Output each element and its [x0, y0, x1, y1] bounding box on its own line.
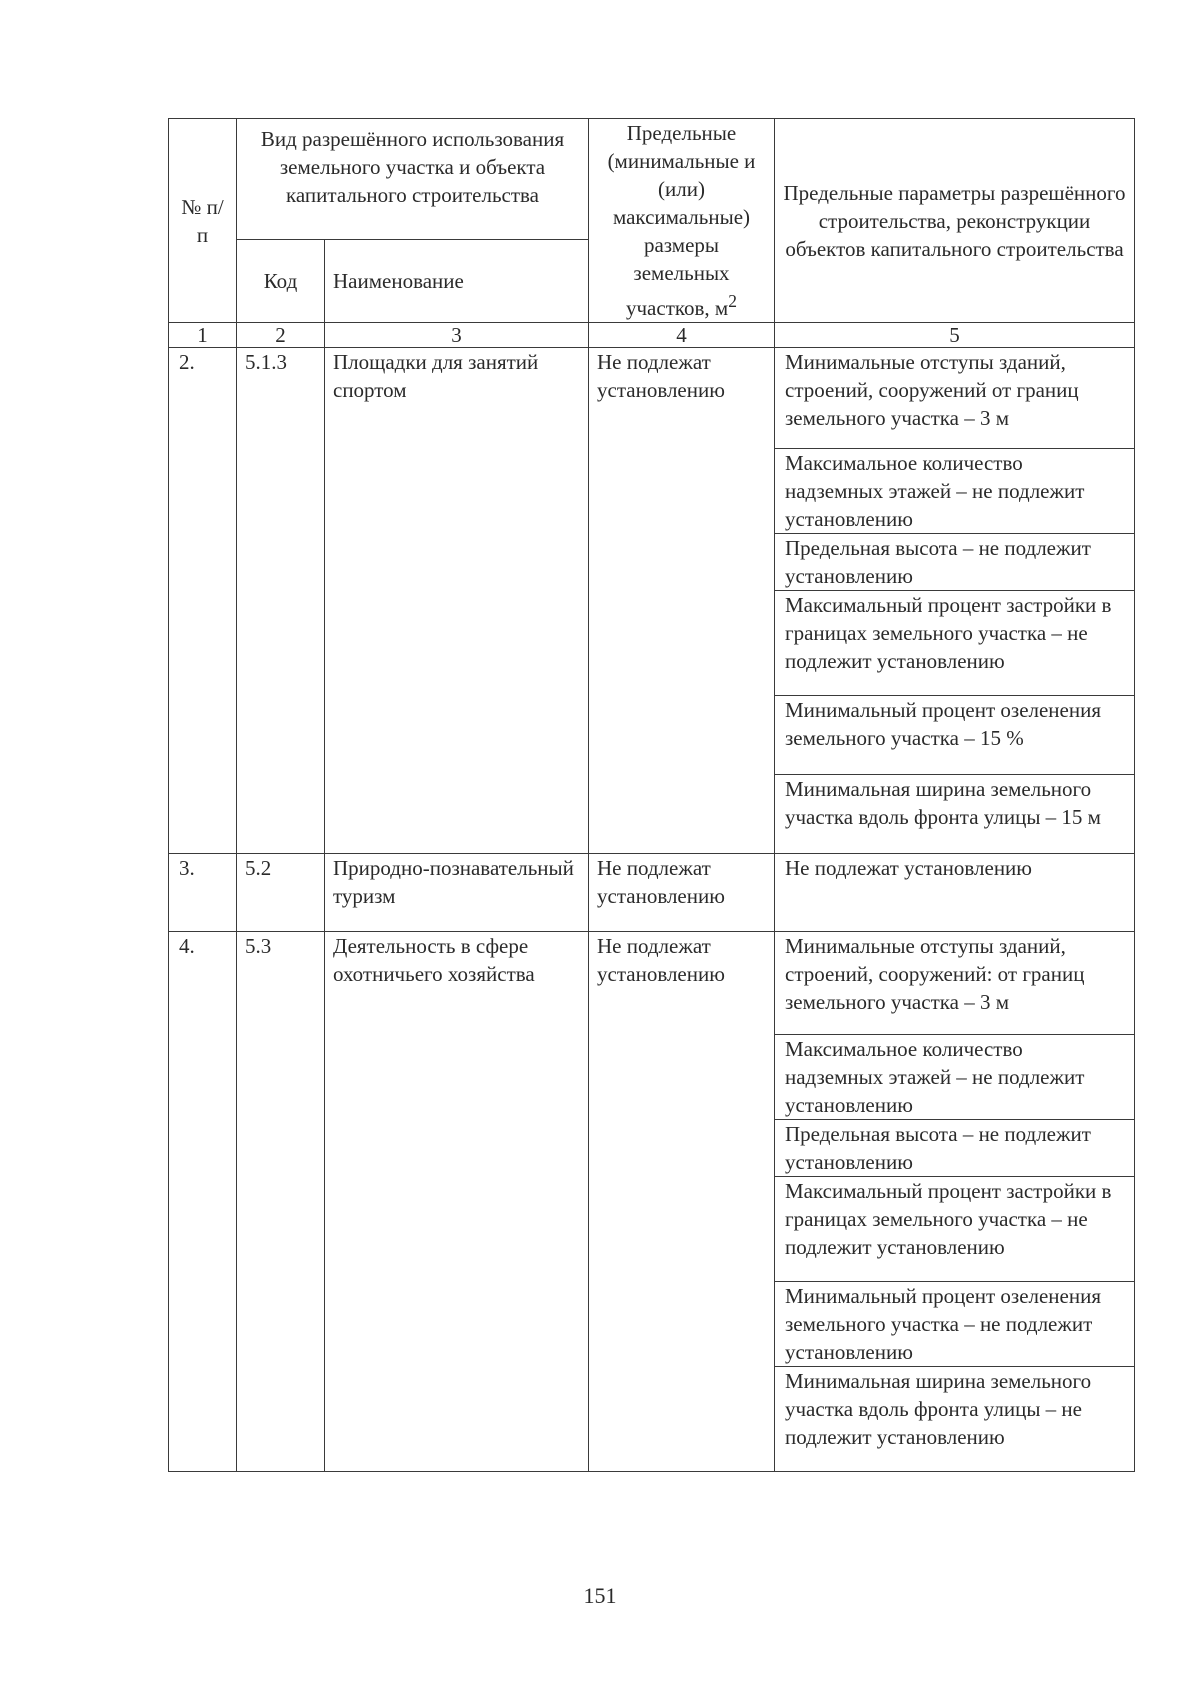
row-parameter: Минимальные отступы зданий, строений, сооружений: от границ земельного участка – 3 м [775, 932, 1135, 1035]
header-plot-sizes-text: Предельные (минимальные и (или) максимальные) размеры земельных участков, м [607, 121, 756, 320]
header-code: Код [237, 240, 325, 323]
header-parameters: Предельные параметры разрешённого строительства, реконструкции объектов капитального строительства [775, 119, 1135, 323]
row-parameter: Максимальное количество надземных этажей – не подлежит установлению [775, 449, 1135, 534]
header-plot-sizes-superscript: 2 [728, 291, 737, 311]
column-number-row [169, 323, 1135, 348]
row-parameter: Минимальный процент озеленения земельного участка – 15 % [775, 696, 1135, 775]
column-number: 1 [169, 323, 237, 348]
row-parameter: Минимальная ширина земельного участка вдоль фронта улицы – не подлежит установлению [775, 1367, 1135, 1472]
table-row [169, 932, 1135, 1035]
column-number: 5 [775, 323, 1135, 348]
regulations-table [168, 118, 1135, 1472]
row-plot-sizes: Не подлежат установлению [589, 348, 775, 854]
header-number: № п/п [169, 119, 237, 323]
column-number: 2 [237, 323, 325, 348]
column-number: 4 [589, 323, 775, 348]
row-parameter: Не подлежат установлению [775, 854, 1135, 932]
row-parameter: Максимальное количество надземных этажей – не подлежит установлению [775, 1035, 1135, 1120]
row-parameter: Максимальный процент застройки в границах земельного участка – не подлежит установлению [775, 1177, 1135, 1282]
page-number: 151 [583, 1583, 617, 1608]
row-name: Природно-познавательный туризм [325, 854, 589, 932]
row-parameter: Предельная высота – не подлежит установлению [775, 534, 1135, 591]
row-parameter: Минимальный процент озеленения земельного участка – не подлежит установлению [775, 1282, 1135, 1367]
row-code: 5.1.3 [237, 348, 325, 854]
row-parameter: Предельная высота – не подлежит установлению [775, 1120, 1135, 1177]
header-row-top [169, 119, 1135, 240]
header-land-use-type: Вид разрешённого использования земельного участка и объекта капитального строительства [237, 119, 589, 240]
table-row [169, 854, 1135, 932]
row-plot-sizes: Не подлежат установлению [589, 854, 775, 932]
row-name: Площадки для занятий спортом [325, 348, 589, 854]
row-parameter: Максимальный процент застройки в границах земельного участка – не подлежит установлению [775, 591, 1135, 696]
header-name: Наименование [325, 240, 589, 323]
row-number: 3. [169, 854, 237, 932]
column-number: 3 [325, 323, 589, 348]
table-row [169, 348, 1135, 449]
row-number: 4. [169, 932, 237, 1472]
header-plot-sizes [589, 119, 775, 323]
row-number: 2. [169, 348, 237, 854]
row-code: 5.3 [237, 932, 325, 1472]
row-parameter: Минимальные отступы зданий, строений, сооружений от границ земельного участка – 3 м [775, 348, 1135, 449]
row-plot-sizes: Не подлежат установлению [589, 932, 775, 1472]
row-name: Деятельность в сфере охотничьего хозяйства [325, 932, 589, 1472]
row-parameter: Минимальная ширина земельного участка вдоль фронта улицы – 15 м [775, 775, 1135, 854]
row-code: 5.2 [237, 854, 325, 932]
